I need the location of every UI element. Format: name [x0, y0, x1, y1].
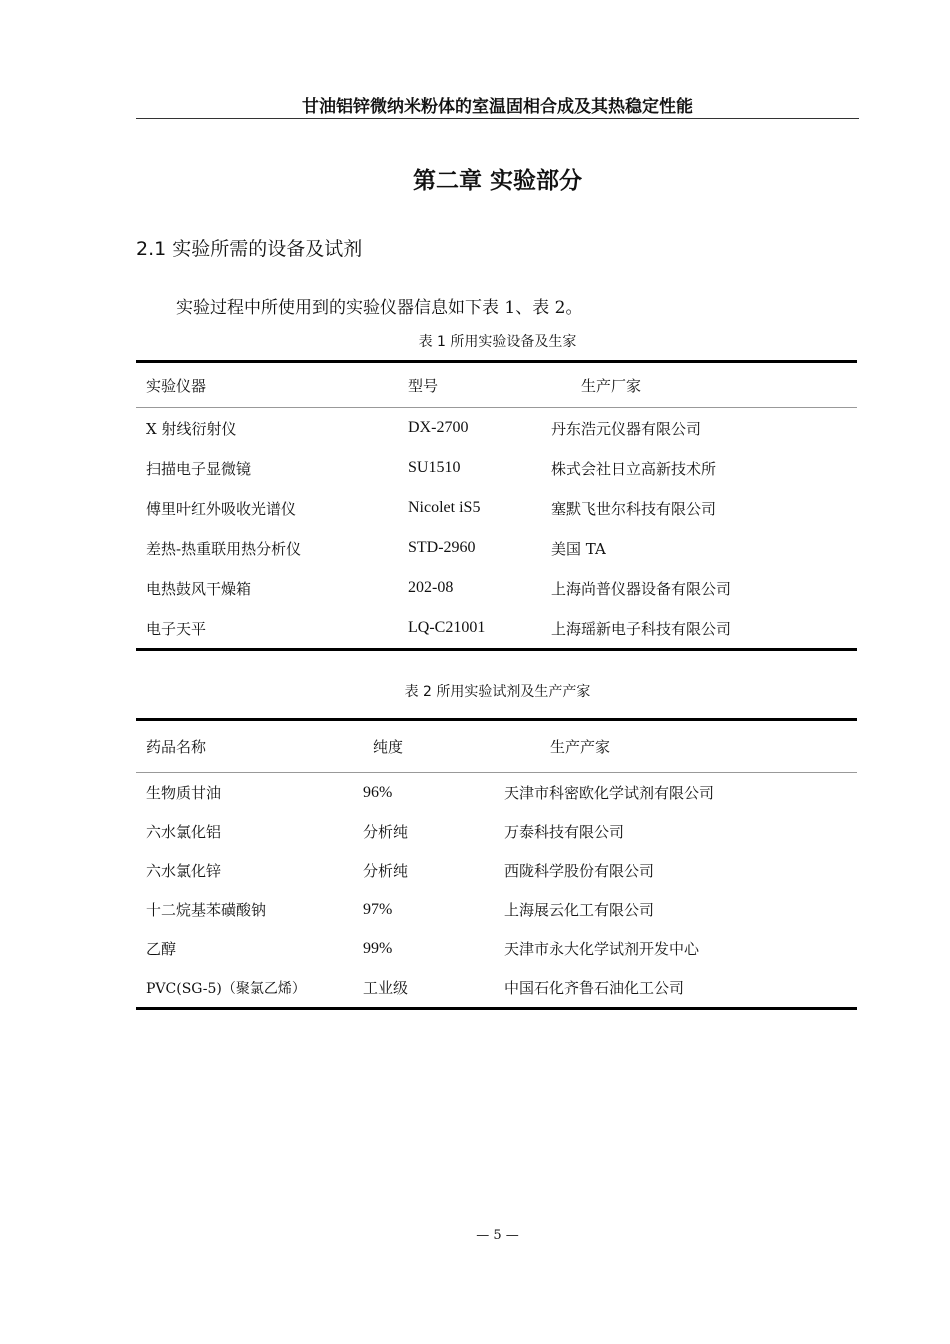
- reagent-cell: PVC(SG-5)（聚氯乙烯）: [136, 968, 353, 1009]
- model-cell: Nicolet iS5: [408, 499, 481, 516]
- reagent-cell: 十二烷基苯磺酸钠: [146, 901, 267, 919]
- table1-caption: 表 1 所用实验设备及生家: [418, 334, 577, 350]
- manufacturer-cell: 上海瑶新电子科技有限公司: [541, 608, 857, 650]
- table-row: [136, 968, 857, 1009]
- model-cell: DX-2700: [408, 419, 469, 436]
- producer-cell: 西陇科学股份有限公司: [504, 862, 655, 880]
- table-row: [136, 448, 857, 488]
- chapter-title: 第二章 实验部分: [412, 168, 582, 194]
- running-header: 甘油铝锌微纳米粉体的室温固相合成及其热稳定性能: [302, 97, 693, 117]
- intro-paragraph: 实验过程中所使用到的实验仪器信息如下表 1、表 2。: [176, 298, 583, 318]
- table-row: [136, 408, 857, 449]
- instrument-cell: 扫描电子显微镜: [146, 459, 252, 478]
- column-header-manufacturer: 生产厂家: [541, 362, 857, 408]
- manufacturer-cell: 美国 TA: [551, 539, 606, 558]
- reagent-table: [136, 718, 857, 1010]
- purity-cell: 分析纯: [363, 862, 409, 880]
- reagent-cell: 六水氯化锌: [146, 862, 222, 880]
- reagent-cell: 乙醇: [146, 940, 177, 958]
- purity-cell: 99%: [363, 939, 393, 957]
- purity-cell: 工业级: [353, 968, 494, 1009]
- purity-cell: 96%: [363, 783, 393, 801]
- table-row: [136, 851, 857, 890]
- table2-caption: 表 2 所用实验试剂及生产产家: [404, 684, 591, 700]
- header-rule: [136, 118, 859, 119]
- table-row: [136, 608, 857, 650]
- equipment-table: [136, 360, 857, 651]
- table-row: [136, 773, 857, 813]
- instrument-cell: 电子天平: [136, 608, 398, 650]
- model-cell: 202-08: [408, 579, 454, 596]
- table-header-row: [136, 720, 857, 773]
- column-header-model: 型号: [398, 362, 541, 408]
- section-heading: 2.1 实验所需的设备及试剂: [136, 238, 363, 260]
- instrument-cell: 差热-热重联用热分析仪: [146, 539, 302, 558]
- producer-cell: 天津市科密欧化学试剂有限公司: [504, 784, 715, 802]
- table-row: [136, 890, 857, 929]
- reagent-cell: 生物质甘油: [146, 784, 222, 802]
- manufacturer-cell: 上海尚普仪器设备有限公司: [551, 579, 732, 598]
- producer-cell: 上海展云化工有限公司: [504, 901, 655, 919]
- manufacturer-cell: 塞默飞世尔科技有限公司: [551, 499, 717, 518]
- purity-cell: 97%: [363, 900, 393, 918]
- purity-cell: 分析纯: [363, 823, 409, 841]
- model-cell: SU1510: [408, 459, 461, 476]
- table-row: [136, 528, 857, 568]
- model-cell: STD-2960: [408, 539, 476, 556]
- column-header-producer: 生产产家: [494, 720, 857, 773]
- producer-cell: 中国石化齐鲁石油化工公司: [494, 968, 857, 1009]
- instrument-cell: 傅里叶红外吸收光谱仪: [146, 499, 297, 518]
- table-row: [136, 812, 857, 851]
- table-row: [136, 488, 857, 528]
- producer-cell: 万泰科技有限公司: [504, 823, 625, 841]
- table-row: [136, 568, 857, 608]
- producer-cell: 天津市永大化学试剂开发中心: [504, 940, 700, 958]
- column-header-reagent: 药品名称: [136, 720, 353, 773]
- table-header-row: [136, 362, 857, 408]
- page-number: — 5 —: [476, 1228, 519, 1243]
- manufacturer-cell: 丹东浩元仪器有限公司: [551, 419, 702, 438]
- instrument-cell: X 射线衍射仪: [146, 419, 237, 438]
- column-header-purity: 纯度: [353, 720, 494, 773]
- column-header-instrument: 实验仪器: [136, 362, 398, 408]
- model-cell: LQ-C21001: [398, 608, 541, 650]
- reagent-cell: 六水氯化铝: [146, 823, 222, 841]
- manufacturer-cell: 株式会社日立高新技术所: [551, 459, 717, 478]
- instrument-cell: 电热鼓风干燥箱: [146, 579, 252, 598]
- table-row: [136, 929, 857, 968]
